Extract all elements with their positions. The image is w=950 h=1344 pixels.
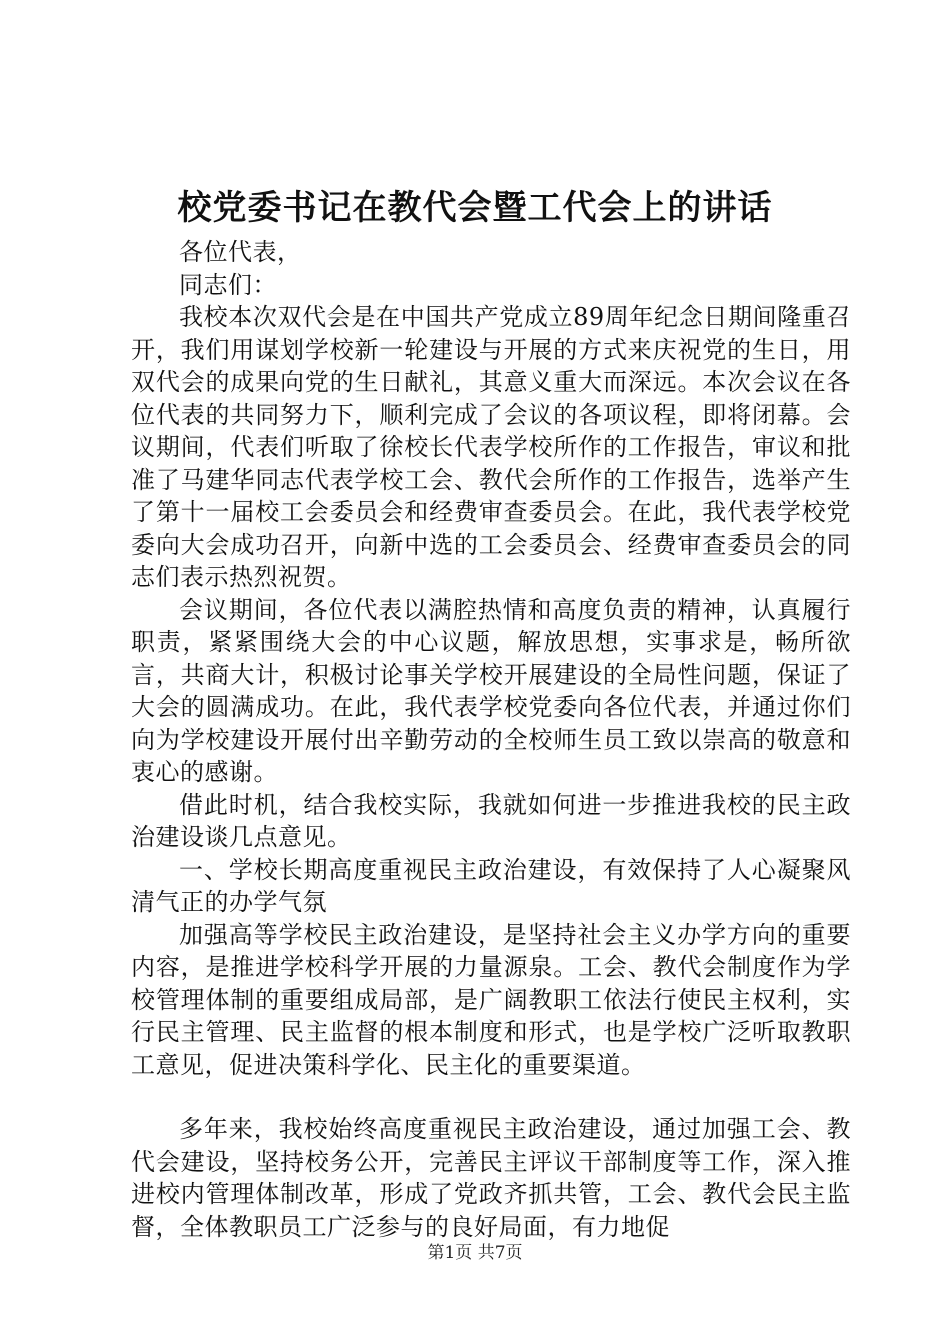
paragraph-thanks: 会议期间，各位代表以满腔热情和高度负责的精神，认真履行职责，紧紧围绕大会的中心议题，解放思想，实事求是，畅所欲言，共商大计，积极讨论事关学校开展建设的全局性问题，保证了大会的圆满成功。在此，我代表学校党委向各位代表，并通过你们向为学校建设开展付出辛勤劳动的全校师生员工致以崇高的敬意和衷心的感谢。 bbox=[131, 595, 851, 786]
paragraph-meeting-summary: 我校本次双代会是在中国共产党成立89周年纪念日期间隆重召开，我们用谋划学校新一轮建设与开展的方式来庆祝党的生日，用双代会的成果向党的生日献礼，其意义重大而深远。本次会议在各位代表的共同努力下，顺利完成了会议的各项议程，即将闭幕。会议期间，代表们听取了徐校长代表学校所作的工作报告，审议和批准了马建华同志代表学校工会、教代会所作的工作报告，选举产生了第十一届校工会委员会和经费审查委员会。在此，我代表学校党委向大会成功召开，向新中选的工会委员会、经费审查委员会的同志们表示热烈祝贺。 bbox=[131, 303, 851, 591]
page-number: 第1页 共7页 bbox=[427, 1243, 523, 1263]
section-heading-one: 一、学校长期高度重视民主政治建设，有效保持了人心凝聚风清气正的办学气氛 bbox=[131, 855, 851, 916]
document-body bbox=[131, 236, 851, 1243]
paragraph-opinions-intro: 借此时机，结合我校实际，我就如何进一步推进我校的民主政治建设谈几点意见。 bbox=[131, 790, 851, 851]
paragraph-democracy-importance: 加强高等学校民主政治建设，是坚持社会主义办学方向的重要内容，是推进学校科学开展的力量源泉。工会、教代会制度作为学校管理体制的重要组成局部，是广阔教职工依法行使民主权利，实行民主管理、民主监督的根本制度和形式，也是学校广泛听取教职工意见，促进决策科学化、民主化的重要渠道。 bbox=[131, 920, 851, 1079]
paragraph-years-practice: 多年来，我校始终高度重视民主政治建设，通过加强工会、教代会建设，坚持校务公开，完善民主评议干部制度等工作，深入推进校内管理体制改革，形成了党政齐抓共管，工会、教代会民主监督，全体教职员工广泛参与的良好局面，有力地促 bbox=[131, 1115, 851, 1241]
salutation-representatives: 各位代表， bbox=[179, 238, 302, 266]
salutation-comrades: 同志们： bbox=[179, 270, 277, 299]
document-title: 校党委书记在教代会暨工代会上的讲话 bbox=[177, 188, 773, 228]
